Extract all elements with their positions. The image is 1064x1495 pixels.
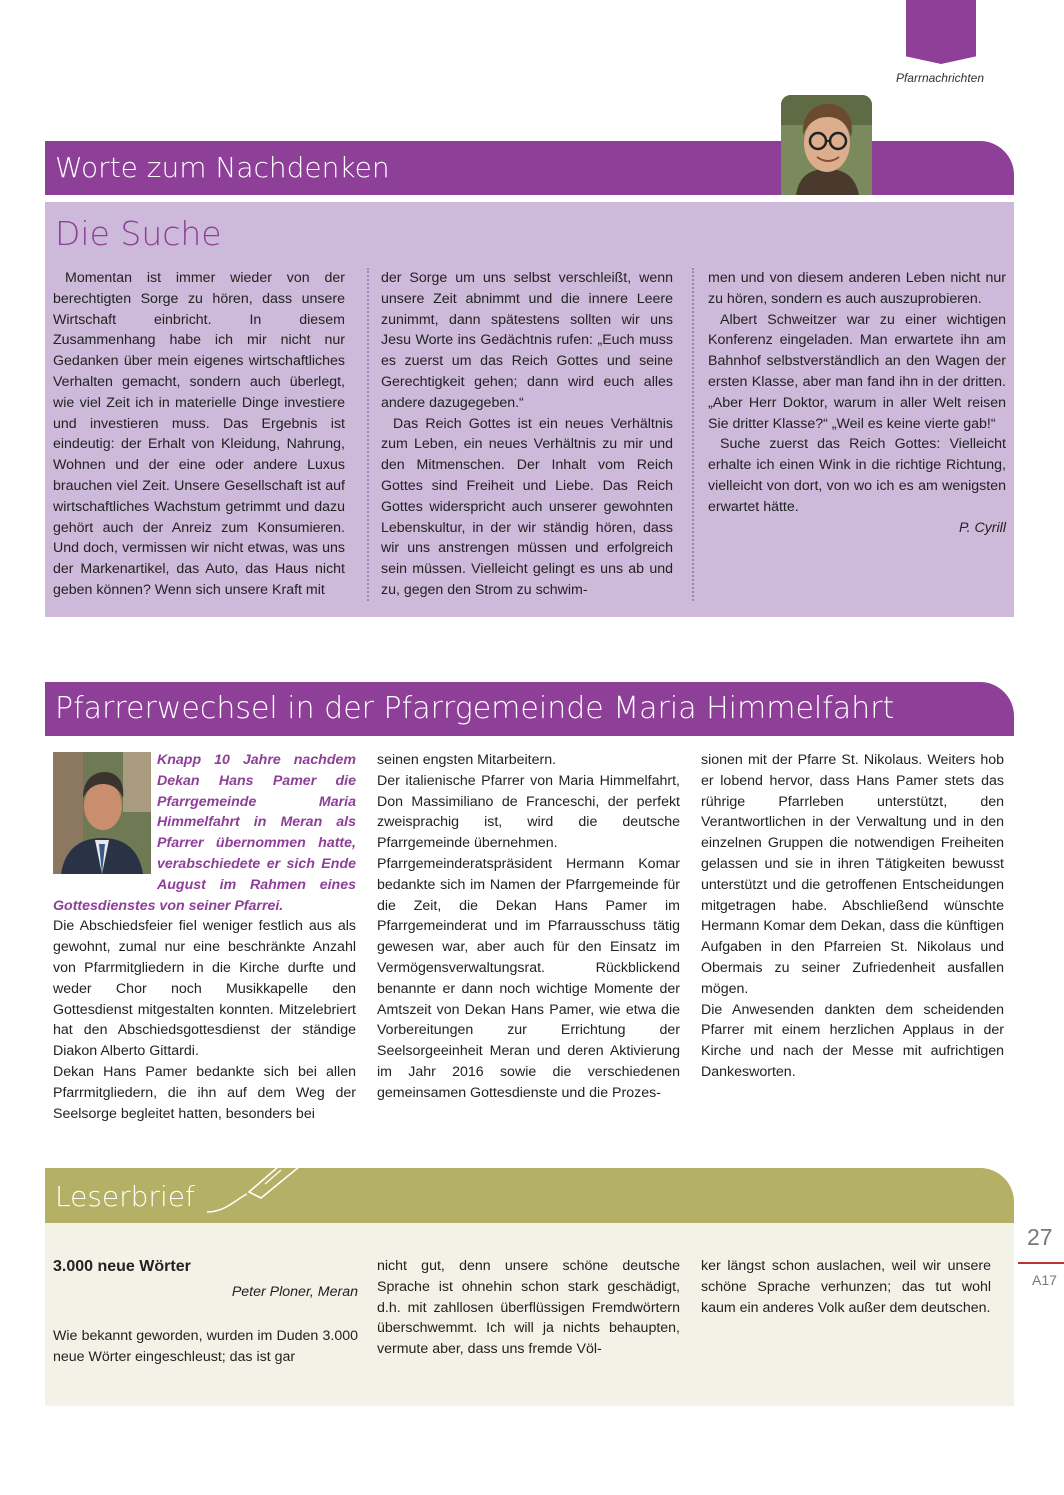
article2-paragraph: seinen engsten Mitarbeitern. xyxy=(377,752,557,768)
section-tab-marker xyxy=(906,0,976,64)
article3-paragraph: Wie bekannt geworden, wurden im Duden 3.000 neue Wörter eingeschleust; das ist gar xyxy=(53,1327,358,1365)
page-number-rule xyxy=(1018,1262,1064,1264)
article2-header-band xyxy=(45,682,1014,736)
fountain-pen-icon xyxy=(205,1140,315,1218)
column-divider xyxy=(367,268,369,601)
article3-band-title: Leserbrief xyxy=(55,1180,195,1213)
article2-paragraph: Der italienische Pfarrer von Maria Himmelfahrt, Don Massimiliano de Franceschi, der perfekt zweisprachig ist, wird die deutsche Pfarrgemeinde übernehmen. xyxy=(377,772,680,852)
article2-paragraph: Dekan Hans Pamer bedankte sich bei allen Pfarrmitgliedern, die ihn auf dem Weg der Seelsorge begleitet hatten, besonders bei xyxy=(53,1063,356,1122)
article1-paragraph: der Sorge um uns selbst verschleißt, wenn unsere Zeit abnimmt und die innere Leere zunimmt, dann spätestens sollten wir uns Jesu Worte ins Gedächtnis rufen: „Euch muss es zuerst um das Reich Gottes und seine Gerechtigkeit gehen; dann wird euch alles andere dazugegeben.“ xyxy=(381,270,673,411)
article2-paragraph: Die Anwesenden dankten dem scheidenden Pfarrer mit einem herzlichen Applaus in der Kirche und nach der Messe mit aufrichtigen Dankesworten. xyxy=(701,1001,1004,1080)
article3-paragraph: ker längst schon auslachen, weil wir unsere schöne Sprache verhunzen; das tut wohl kaum ein anderes Volk außer dem deutschen. xyxy=(701,1258,991,1316)
article2-band-title: Pfarrerwechsel in der Pfarrgemeinde Maria Himmelfahrt xyxy=(55,691,895,726)
article1-paragraph: Momentan ist immer wieder von der berechtigten Sorge zu hören, dass unsere Wirtschaft einbricht. In diesem Zusammenhang habe ich mir nicht nur Gedanken über mein eigenes wirtschaftliches Verhalten gemacht, sondern auch überlegt, wie viel Zeit ich in materielle Dinge investiere und investieren muss. Das Ergebnis ist eindeutig: der Erhalt von Kleidung, Nahrung, Wohnen und der eine oder andere Luxus brauchen viel Zeit. Unsere Gesellschaft ist auf wirtschaftliches Wachstum getrimmt und dazu gehört auch der Anreiz zum Konsumieren. Und doch, vermissen wir nicht etwas, was uns der Markenartikel, das Auto, das Haus nicht geben können? Wenn sich unsere Kraft mit xyxy=(53,270,345,598)
page-number: 27 xyxy=(1027,1224,1053,1250)
letter-title: 3.000 neue Wörter xyxy=(53,1258,191,1275)
author-portrait-photo xyxy=(781,95,872,195)
article2-paragraph: sionen mit der Pfarre St. Nikolaus. Weiters hob er lobend hervor, dass Hans Pamer stets das rührige Pfarrleben unterstützt, den Verantwortlichen in der Verwaltung und in den einzelnen Gruppen die notwendigen Freiheiten gelassen und sie in ihren Tätigkeiten bewusst unterstützt und die getroffenen Entscheidungen mitgetragen habe. Abschließend wünschte Hermann Komar dem Dekan, dass die künftigen Aufgaben in den Pfarreien St. Nikolaus und Obermais zu seiner Zufriedenheit ausfallen mögen. xyxy=(701,752,1004,997)
section-label: Pfarrnachrichten xyxy=(895,71,984,85)
page-code: A17 xyxy=(1032,1272,1057,1288)
article3-header-band xyxy=(45,1168,1014,1223)
article1-column-3 xyxy=(708,268,1006,538)
article2-lead: Knapp 10 Jahre nachdem Dekan Hans Pamer die Pfarrgemeinde Maria Himmelfahrt in Meran als Pfarrer übernommen hatte, verabschiedete er sich Ende August im Rahmen eines Gottesdienstes von seiner Pfarrei. xyxy=(53,752,356,914)
letter-author: Peter Ploner, Meran xyxy=(231,1284,358,1300)
article2-column-2 xyxy=(377,750,680,1104)
article3-column-3 xyxy=(701,1256,991,1318)
article1-column-1 xyxy=(53,268,345,601)
article3-column-1 xyxy=(53,1256,358,1367)
article1-paragraph: men und von diesem anderen Leben nicht nur zu hören, sondern es auch auszuprobieren. xyxy=(708,270,1006,307)
article1-signature: P. Cyrill xyxy=(958,519,1006,536)
article2-column-1 xyxy=(53,750,356,1124)
article2-paragraph: Die Abschiedsfeier fiel weniger festlich aus als gewohnt, zumal nur eine beschränkte Anzahl von Pfarrmitgliedern in die Kirche durfte und weder Chor noch Musikkapelle den Gottesdienst mitgestalten konnten. Mitzelebriert hat den Abschiedsgottesdienst der ständige Diakon Alberto Gittardi. xyxy=(53,918,356,1060)
article1-band-title: Worte zum Nachdenken xyxy=(55,151,390,184)
article3-column-2 xyxy=(377,1256,680,1360)
article2-column-3 xyxy=(701,750,1004,1083)
priest-photo xyxy=(53,752,151,874)
column-divider xyxy=(692,268,694,601)
article1-headline: Die Suche xyxy=(55,214,222,253)
article1-paragraph: Das Reich Gottes ist ein neues Verhältnis zum Leben, ein neues Verhältnis zu mir und den Mitmenschen. Der Inhalt vom Reich Gottes sind Freiheit und Liebe. Das Reich Gottes widerspricht auch unserer gewohnten Lebenskultur, in der wir ständig hören, dass wir uns anstrengen müssen und erfolgreich sein müssen. Vielleicht gelingt es uns ab und zu, gegen den Strom zu schwim- xyxy=(381,415,673,598)
article3-paragraph: nicht gut, denn unsere schöne deutsche Sprache ist ohnehin schon stark geschädigt, d.h. mit zahllosen überflüssigen Fremdwörtern überschwemmt. Ich will ja nichts behaupten, vermute aber, dass uns fremde Völ- xyxy=(377,1258,680,1358)
article1-paragraph: Albert Schweitzer war zu einer wichtigen Konferenz eingeladen. Man erwartete ihn am Bahnhof selbstverständlich an den Wagen der ersten Klasse, aber man fand ihn in der dritten. „Aber Herr Doktor, warum in aller Welt reisen Sie dritter Klasse?“ „Weil es keine vierte gab!“ xyxy=(708,311,1006,432)
article2-paragraph: Pfarrgemeinderatspräsident Hermann Komar bedankte sich im Namen der Pfarrgemeinde für die Zeit, die Dekan Hans Pamer im Pfarrgemeinderat und im Pfarrausschuss tätig gewesen war, aber auch für den Einsatz im Vermögensverwaltungsrat. Rückblickend benannte er dann noch wichtige Momente der Amtszeit von Dekan Hans Pamer, wie etwa die Vorbereitungen zur Errichtung der Seelsorgeeinheit Meran und deren Aktivierung im Jahr 2016 sowie die verschiedenen gemeinsamen Gottesdienste und die Prozes- xyxy=(377,855,680,1101)
article1-column-2 xyxy=(381,268,673,601)
article1-paragraph: Suche zuerst das Reich Gottes: Vielleicht erhalte ich einen Wink in die richtige Richtung, vielleicht von dort, von wo ich es am wenigsten erwartet hätte. xyxy=(708,436,1006,515)
